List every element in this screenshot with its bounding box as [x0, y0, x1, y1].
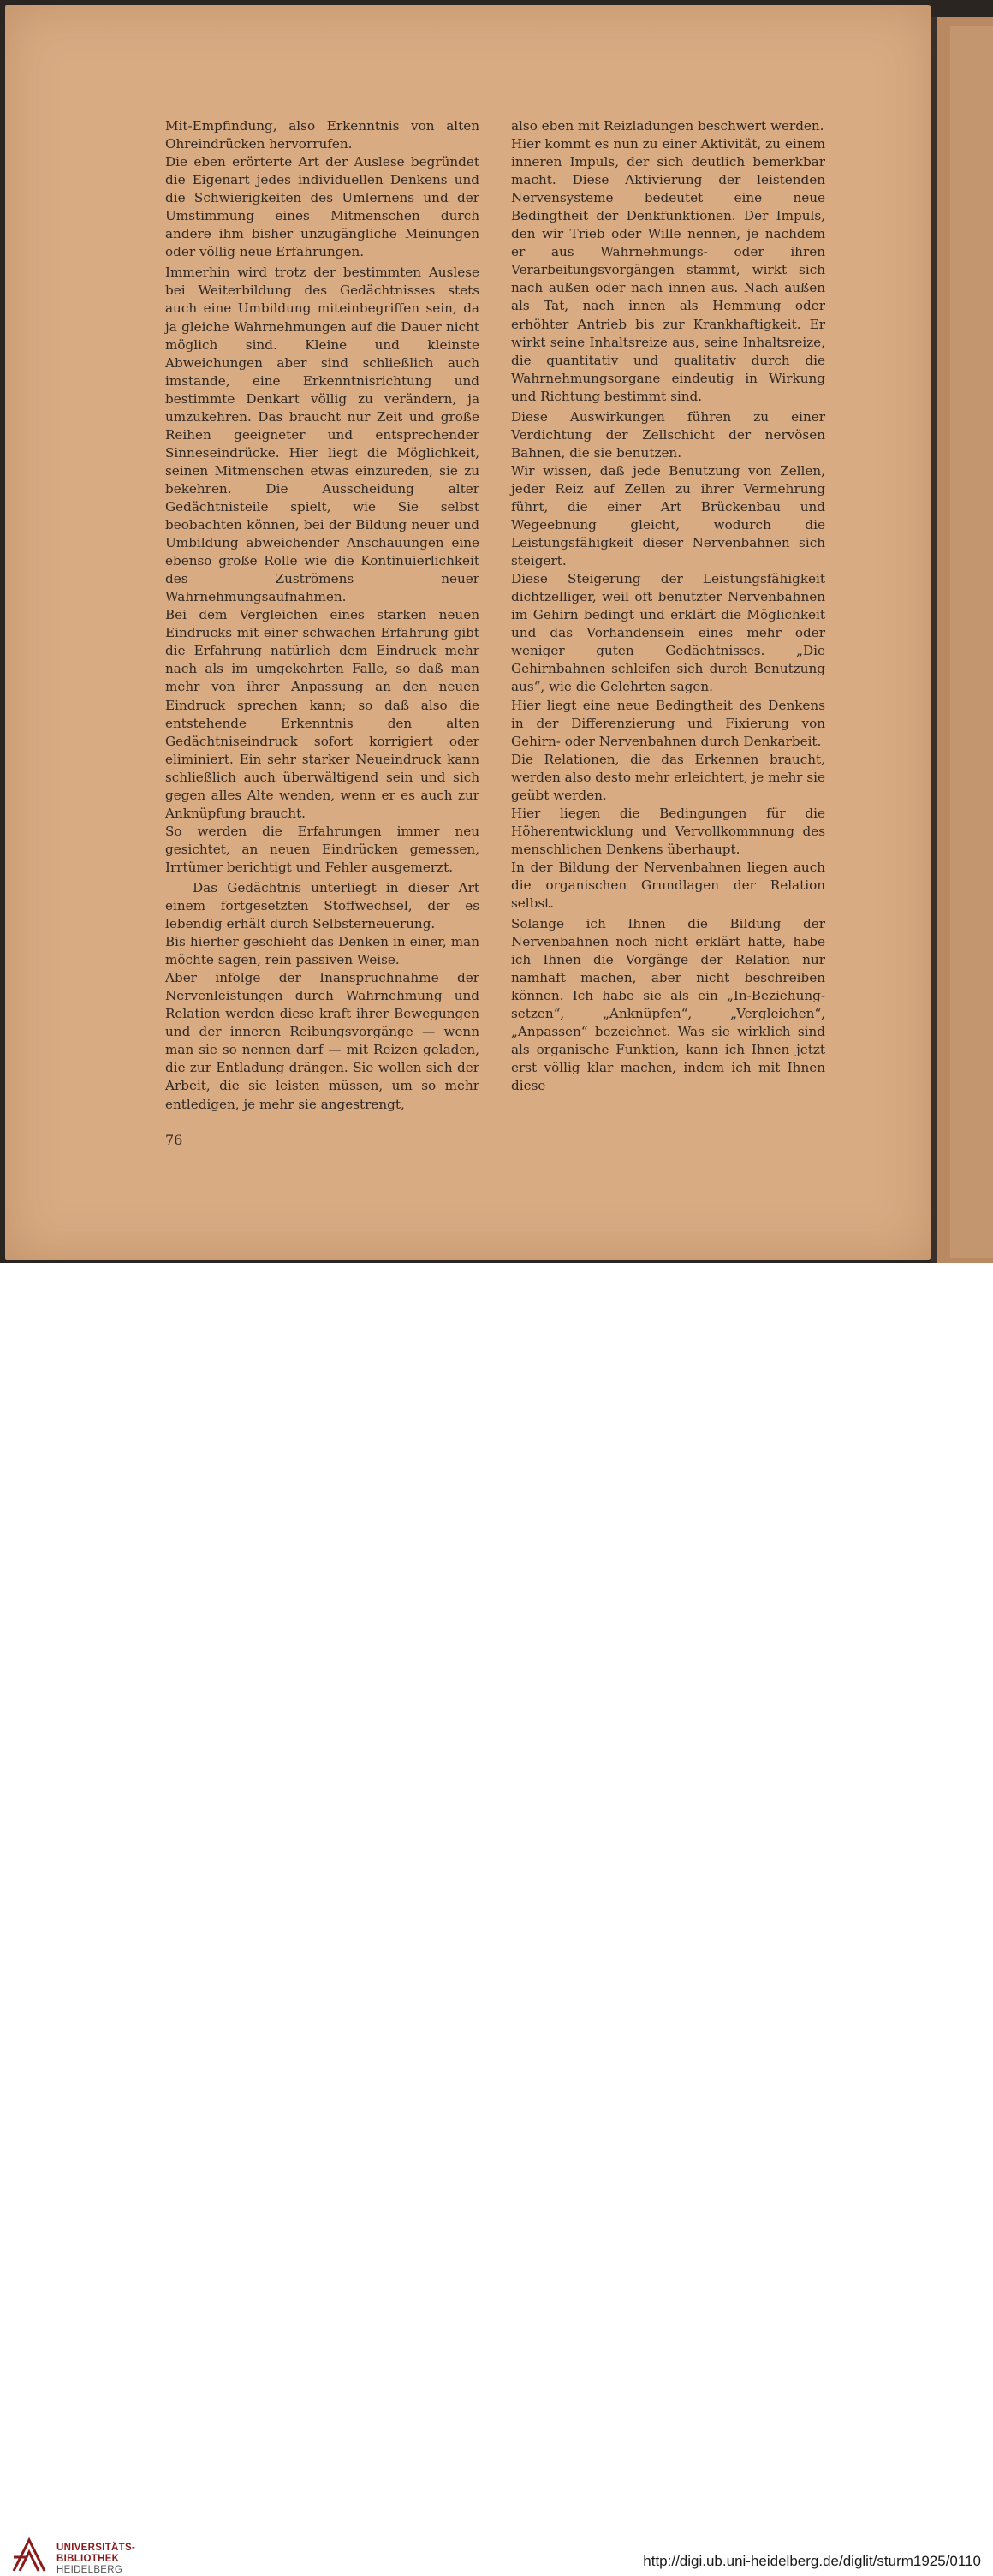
left-text-column	[165, 117, 479, 1114]
paragraph: Diese Steigerung der Leistungsfähigkeit dichtzelliger, weil oft benutzter Nervenbahnen im Gehirn bedingt und erklärt die Möglichkeit und das Vorhandensein eines mehr oder weniger guten Gedächtnisses. „Die Gehirnbahnen schleifen sich durch Benutzung aus“, wie die Gelehrten sagen.	[511, 571, 825, 695]
paragraph: Bei dem Vergleichen eines starken neuen Eindrucks mit einer schwachen Erfahrung gibt die Erfahrung natürlich dem Eindruck mehr nach als im umgekehrten Falle, so daß man mehr von ihrer Anpassung an den neuen Eindruck sprechen kann; so daß also die entstehende Erkenntnis den alten Gedächtniseindruck sofort korrigiert oder eliminiert. Ein sehr starker Neueindruck kann schließlich auch überwältigend sein und sich gegen alles Alte wenden, wenn er es auch zur Anknüpfung braucht.	[165, 607, 479, 821]
paragraph: Mit-Empfindung, also Erkenntnis von alten Ohreindrücken hervorrufen.	[165, 118, 479, 152]
paragraph: Das Gedächtnis unterliegt in dieser Art einem fortgesetzten Stoffwechsel, der es lebendig erhält durch Selbsterneuerung.	[165, 879, 479, 932]
paragraph: Hier liegen die Bedingungen für die Höherentwicklung und Vervollkommnung des menschlichen Denkens überhaupt.	[511, 805, 825, 857]
facing-page-edge-inner	[950, 26, 993, 1258]
library-name	[56, 2543, 135, 2576]
library-name-line: HEIDELBERG	[56, 2565, 123, 2575]
paragraph: Wir wissen, daß jede Benutzung von Zellen, jeder Reiz auf Zellen zu ihrer Vermehrung führt, die einer Art Brückenbau und Wegeebnung gleicht, wodurch die Leistungsfähigkeit dieser Nervenbahnen sich steigert.	[511, 462, 825, 569]
library-name-line: BIBLIOTHEK	[56, 2554, 120, 2564]
paragraph: Die eben erörterte Art der Auslese begründet die Eigenart jedes individuellen Denkens und die Schwierigkeiten des Umlernens und der Umstimmung eines Mitmenschen durch andere ihm bisher unzugängliche Meinungen oder völlig neue Erfahrungen.	[165, 154, 479, 260]
source-url-link[interactable]: http://digi.ub.uni-heidelberg.de/diglit/sturm1925/0110	[643, 2553, 981, 2569]
right-text-column	[511, 117, 825, 1096]
paragraph: Diese Auswirkungen führen zu einer Verdichtung der Zellschicht der nervösen Bahnen, die sie benutzen.	[511, 408, 825, 461]
library-name-line: UNIVERSITÄTS-	[56, 2543, 136, 2553]
paragraph: Hier kommt es nun zu einer Aktivität, zu einem inneren Impuls, der sich deutlich bemerkbar macht. Diese Aktivierung der leistenden Nervensysteme bedeutet eine neue Bedingtheit der Denkfunktionen. Der Impuls, den wir Trieb oder Wille nennen, je nachdem er aus Wahrnehmungs- oder ihren Verarbeitungsvorgängen stammt, wirkt sich nach außen oder nach innen aus. Nach außen als Tat, nach innen als Hemmung oder erhöhter Antrieb bis zur Krankhaftigkeit. Er wirkt seine Inhaltsreize aus, seine Inhaltsreize, die quantitativ und qualitativ durch die Wahrnehmungsorgane eindeutig in Wirkung und Richtung bestimmt sind.	[511, 136, 825, 404]
paragraph: Solange ich Ihnen die Bildung der Nervenbahnen noch nicht erklärt hatte, habe ich Ihnen die Vorgänge der Relation nur namhaft machen, aber nicht beschreiben können. Ich habe sie als ein „In-Beziehung-setzen“, „Anknüpfen“, „Vergleichen“, „Anpassen“ bezeichnet. Was sie wirklich sind als organische Funktion, kann ich Ihnen jetzt erst völlig klar machen, indem ich mit Ihnen diese	[511, 916, 825, 1094]
paragraph: Immerhin wird trotz der bestimmten Auslese bei Weiterbildung des Gedächtnisses stets auch eine Umbildung miteinbegriffen sein, da ja gleiche Wahrnehmungen auf die Dauer nicht möglich sind. Kleine und kleinste Abweichungen aber sind schließlich auch imstande, eine Erkenntnisrichtung und bestimmte Denkart völlig zu verändern, ja umzukehren. Das braucht nur Zeit und große Reihen geeigneter und entsprechender Sinneseindrücke. Hier liegt die Möglichkeit, seinen Mitmenschen etwas einzureden, sie zu bekehren. Die Ausscheidung alter Gedächtnisteile spielt, wie Sie selbst beobachten können, bei der Bildung neuer und Umbildung abweichender Anschauungen eine ebenso große Rolle wie die Kontinuierlichkeit des Zuströmens neuer Wahrnehmungsaufnahmen.	[165, 265, 479, 605]
paragraph: Bis hierher geschieht das Denken in einer, man möchte sagen, rein passiven Weise.	[165, 934, 479, 968]
paragraph: Hier liegt eine neue Bedingtheit des Denkens in der Differenzierung und Fixierung von Gehirn- oder Nervenbahnen durch Denkarbeit.	[511, 697, 825, 749]
paragraph: So werden die Erfahrungen immer neu gesichtet, an neuen Eindrücken gemessen, Irrtümer berichtigt und Fehler ausgemerzt.	[165, 823, 479, 875]
page-number: 76	[165, 1132, 183, 1148]
university-library-logo-icon	[10, 2537, 48, 2574]
scanned-spread	[0, 0, 993, 1263]
paragraph: Aber infolge der Inanspruchnahme der Nervenleistungen durch Wahrnehmung und Relation werden diese kraft ihrer Bewegungen und der inneren Reibungsvorgänge — wenn man sie so nennen darf — mit Reizen geladen, die zur Entladung drängen. Sie wollen sich der Arbeit, die sie leisten müssen, um so mehr entledigen, je mehr sie angestrengt,	[165, 970, 479, 1112]
paragraph: In der Bildung der Nervenbahnen liegen auch die organischen Grundlagen der Relation selbst.	[511, 859, 825, 912]
paragraph: Die Relationen, die das Erkennen braucht, werden also desto mehr erleichtert, je mehr sie geübt werden.	[511, 751, 825, 803]
paragraph: also eben mit Reizladungen beschwert werden.	[511, 118, 824, 134]
digitization-footer	[0, 1263, 993, 2575]
